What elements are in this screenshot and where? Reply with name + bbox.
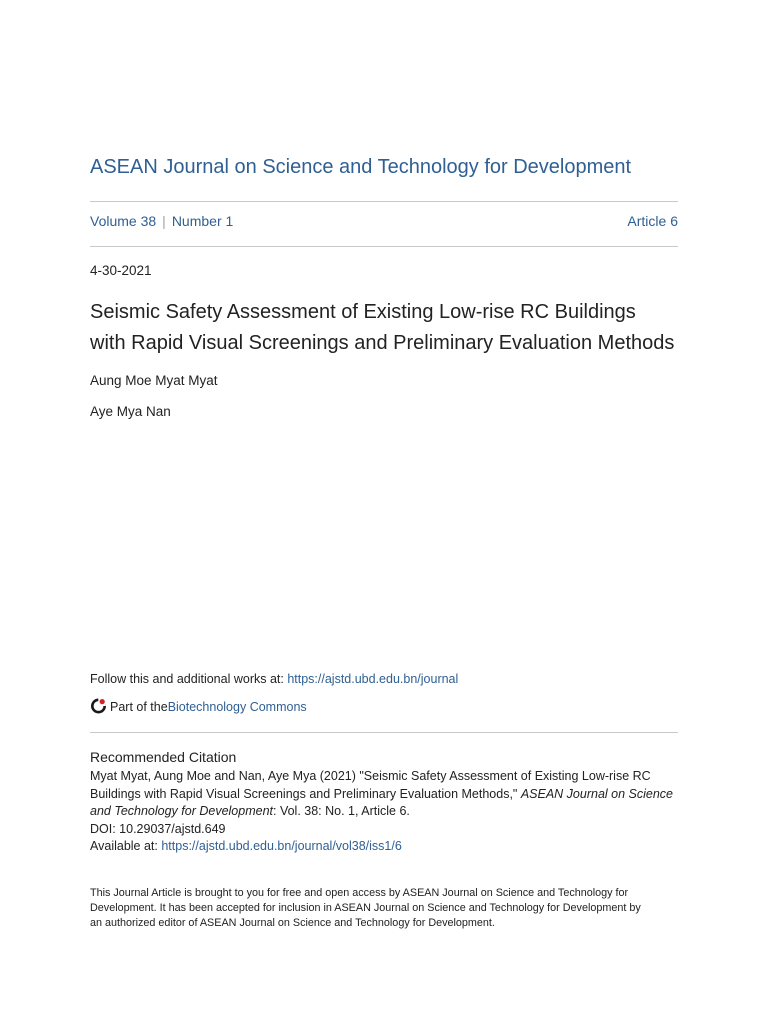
article-title bbox=[90, 297, 690, 359]
citation-line-3 bbox=[90, 803, 680, 821]
citation-journal-name-part-1: ASEAN Journal on Science bbox=[520, 786, 673, 801]
citation-line-2 bbox=[90, 786, 680, 804]
follow-text: Follow this and additional works at: bbox=[90, 672, 288, 686]
journal-title[interactable]: ASEAN Journal on Science and Technology for Development bbox=[90, 156, 632, 178]
part-of-text: Part of the bbox=[110, 700, 168, 714]
follow-link[interactable]: https://ajstd.ubd.edu.bn/journal bbox=[287, 672, 459, 686]
author-2: Aye Mya Nan bbox=[90, 404, 171, 419]
article-link[interactable]: Article 6 bbox=[627, 213, 678, 229]
citation-journal-name-part-2: and Technology for Development bbox=[90, 804, 273, 818]
bepress-commons-icon bbox=[90, 697, 110, 717]
issue-separator: | bbox=[162, 213, 166, 229]
article-title-line-1: Seismic Safety Assessment of Existing Low-rise RC Buildings bbox=[90, 301, 636, 323]
follow-line bbox=[90, 672, 458, 686]
citation-line-2-text: Buildings with Rapid Visual Screenings and Preliminary Evaluation Methods," bbox=[90, 786, 521, 801]
citation-doi: DOI: 10.29037/ajstd.649 bbox=[90, 821, 226, 836]
top-divider bbox=[90, 201, 678, 202]
citation-available-at bbox=[90, 838, 680, 856]
citation-volume-info: : Vol. 38: No. 1, Article 6. bbox=[273, 804, 410, 818]
citation-line-1: Myat Myat, Aung Moe and Nan, Aye Mya (2021) "Seismic Safety Assessment of Existing Low-rise RC bbox=[90, 769, 651, 783]
author-1: Aung Moe Myat Myat bbox=[90, 373, 218, 388]
part-of-line bbox=[90, 697, 307, 717]
biotechnology-commons-link[interactable]: Biotechnology Commons bbox=[167, 700, 307, 714]
available-at-link[interactable]: https://ajstd.ubd.edu.bn/journal/vol38/iss1/6 bbox=[161, 839, 402, 853]
publication-date: 4-30-2021 bbox=[90, 263, 152, 278]
available-at-label: Available at: bbox=[90, 839, 162, 853]
access-statement-line-3: an authorized editor of ASEAN Journal on Science and Technology for Development. bbox=[90, 916, 495, 929]
access-statement-line-1: This Journal Article is brought to you for free and open access by ASEAN Journal on Science and Technology for bbox=[90, 887, 629, 899]
issue-bar bbox=[90, 213, 678, 229]
article-title-line-2: with Rapid Visual Screenings and Preliminary Evaluation Methods bbox=[90, 332, 675, 354]
access-statement-line-2: Development. It has been accepted for inclusion in ASEAN Journal on Science and Technology for Development by bbox=[90, 901, 641, 914]
number-link[interactable]: Number 1 bbox=[171, 213, 234, 229]
citation-divider bbox=[90, 732, 678, 733]
citation-block bbox=[90, 768, 680, 856]
volume-link[interactable]: Volume 38 bbox=[90, 213, 157, 229]
recommended-citation-heading: Recommended Citation bbox=[90, 749, 237, 765]
bottom-divider bbox=[90, 246, 678, 247]
access-statement bbox=[90, 886, 680, 930]
